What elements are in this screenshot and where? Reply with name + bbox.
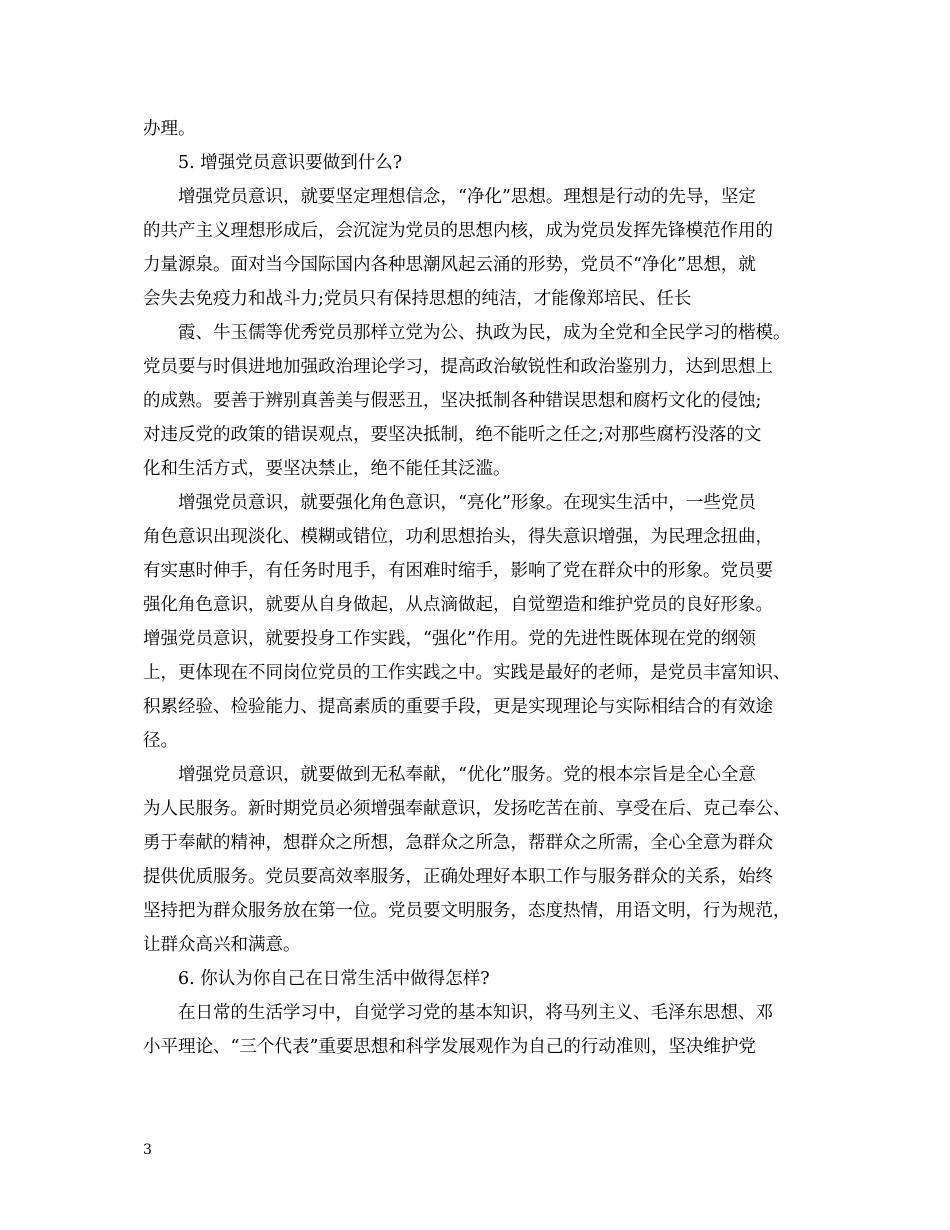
text-line: 增强党员意识，就要做到无私奉献，“优化”服务。党的根本宗旨是全心全意 [178, 765, 756, 785]
page-number: 3 [143, 1142, 152, 1158]
text-line: 会失去免疫力和战斗力;党员只有保持思想的纯洁，才能像郑培民、任长 [143, 289, 692, 309]
text-line: 小平理论、“三个代表”重要思想和科学发展观作为自己的行动准则，坚决维护党 [143, 1037, 756, 1057]
text-line: 办理。 [143, 119, 196, 139]
text-line: 增强党员意识，就要投身工作实践，“强化”作用。党的先进性既体现在党的纲领 [143, 629, 756, 649]
text-line: 有实惠时伸手，有任务时甩手，有困难时缩手，影响了党在群众中的形象。党员要 [143, 561, 773, 581]
text-line: 提供优质服务。党员要高效率服务，正确处理好本职工作与服务群众的关系，始终 [143, 867, 773, 887]
question-heading: 5. 增强党员意识要做到什么? [178, 153, 403, 173]
text-line: 为人民服务。新时期党员必须增强奉献意识，发扬吃苦在前、享受在后、克己奉公、 [143, 799, 791, 819]
text-line: 让群众高兴和满意。 [143, 935, 301, 955]
text-line: 对违反党的政策的错误观点，要坚决抵制，绝不能听之任之;对那些腐朽没落的文 [143, 425, 762, 445]
text-line: 党员要与时俱进地加强政治理论学习，提高政治敏锐性和政治鉴别力，达到思想上 [143, 357, 773, 377]
text-line: 坚持把为群众服务放在第一位。党员要文明服务，态度热情，用语文明，行为规范， [143, 901, 791, 921]
text-line: 的共产主义理想形成后，会沉淀为党员的思想内核，成为党员发挥先锋模范作用的 [143, 221, 773, 241]
text-line: 增强党员意识，就要强化角色意识，“亮化”形象。在现实生活中，一些党员 [178, 493, 756, 513]
text-line: 上，更体现在不同岗位党员的工作实践之中。实践是最好的老师，是党员丰富知识、 [143, 663, 791, 683]
text-line: 化和生活方式，要坚决禁止，绝不能任其泛滥。 [143, 459, 511, 479]
text-line: 增强党员意识，就要坚定理想信念，“净化”思想。理想是行动的先导，坚定 [178, 187, 756, 207]
text-line: 强化角色意识，就要从自身做起，从点滴做起，自觉塑造和维护党员的良好形象。 [143, 595, 773, 615]
text-line: 霞、牛玉儒等优秀党员那样立党为公、执政为民，成为全党和全民学习的楷模。 [178, 323, 791, 343]
text-line: 径。 [143, 731, 178, 751]
text-line: 积累经验、检验能力、提高素质的重要手段，更是实现理论与实际相结合的有效途 [143, 697, 773, 717]
text-line: 的成熟。要善于辨别真善美与假恶丑，坚决抵制各种错误思想和腐朽文化的侵蚀; [143, 391, 762, 411]
question-heading: 6. 你认为你自己在日常生活中做得怎样? [178, 969, 490, 989]
text-line: 勇于奉献的精神，想群众之所想，急群众之所急，帮群众之所需，全心全意为群众 [143, 833, 773, 853]
text-line: 角色意识出现淡化、模糊或错位，功利思想抬头，得失意识增强，为民理念扭曲， [143, 527, 773, 547]
text-line: 力量源泉。面对当今国际国内各种思潮风起云涌的形势，党员不“净化”思想，就 [143, 255, 756, 275]
text-line: 在日常的生活学习中，自觉学习党的基本知识，将马列主义、毛泽东思想、邓 [178, 1003, 773, 1023]
